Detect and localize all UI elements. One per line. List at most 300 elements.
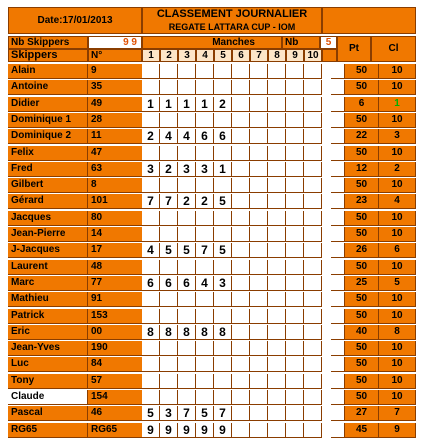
race-spacer [331, 357, 345, 372]
rank: 6 [379, 243, 416, 258]
race-result [232, 406, 250, 421]
race-result [232, 243, 250, 258]
race-result [160, 260, 178, 275]
table-row [8, 243, 416, 258]
race-result: 7 [142, 194, 160, 209]
race-result [286, 260, 304, 275]
race-result [214, 80, 232, 95]
race-result [268, 129, 286, 144]
race-result [196, 341, 214, 356]
race-result [232, 374, 250, 389]
table-row [8, 341, 416, 356]
race-result [286, 146, 304, 161]
table-row [8, 390, 416, 405]
race-result [178, 341, 196, 356]
race-result [268, 325, 286, 340]
race-result [232, 97, 250, 112]
race-result [178, 178, 196, 193]
skipper-name: Laurent [8, 260, 88, 275]
race-result: 9 [214, 423, 232, 438]
race-result: 8 [214, 325, 232, 340]
skipper-number: 8 [88, 178, 151, 193]
race-result [214, 357, 232, 372]
race-result [250, 374, 268, 389]
race-result [232, 211, 250, 226]
race-result [286, 211, 304, 226]
points: 50 [345, 390, 379, 405]
race-result [250, 211, 268, 226]
race-result [250, 178, 268, 193]
race-result: 5 [178, 243, 196, 258]
table-row [8, 146, 416, 161]
race-result [178, 357, 196, 372]
race-header-8: 8 [268, 49, 286, 62]
header-blank [322, 7, 416, 34]
skipper-name: Patrick [8, 309, 88, 324]
points: 25 [345, 276, 379, 291]
skipper-number: 28 [88, 113, 151, 128]
race-spacer [331, 146, 345, 161]
race-result [178, 292, 196, 307]
race-result: 1 [142, 97, 160, 112]
race-result: 2 [178, 194, 196, 209]
race-result [160, 178, 178, 193]
skipper-name: Antoine [8, 80, 88, 95]
race-result: 5 [214, 243, 232, 258]
race-result [304, 406, 322, 421]
race-result [232, 129, 250, 144]
race-result [304, 390, 322, 405]
table-row [8, 178, 416, 193]
race-result: 6 [142, 276, 160, 291]
skipper-name: Eric [8, 325, 88, 340]
race-result [232, 194, 250, 209]
skipper-name: Fred [8, 162, 88, 177]
race-result [178, 227, 196, 242]
race-result [232, 64, 250, 79]
race-result [268, 341, 286, 356]
race-result [196, 227, 214, 242]
skipper-name: Dominique 2 [8, 129, 88, 144]
race-result [178, 80, 196, 95]
race-result [214, 113, 232, 128]
race-result [160, 341, 178, 356]
race-result [304, 423, 322, 438]
race-result [268, 146, 286, 161]
race-result [250, 260, 268, 275]
race-result [250, 162, 268, 177]
race-result [304, 292, 322, 307]
race-result [304, 325, 322, 340]
rank: 10 [379, 309, 416, 324]
race-result [268, 80, 286, 95]
race-result [286, 64, 304, 79]
title-block [142, 7, 322, 34]
skipper-name: Didier [8, 97, 88, 112]
race-result [232, 292, 250, 307]
race-result [214, 390, 232, 405]
skipper-number: RG65 [88, 423, 151, 438]
skipper-number: 153 [88, 309, 151, 324]
table-row [8, 325, 416, 340]
race-result [286, 374, 304, 389]
race-result [214, 211, 232, 226]
race-result [214, 146, 232, 161]
race-result: 2 [142, 129, 160, 144]
race-header-6: 6 [232, 49, 250, 62]
race-result: 4 [178, 129, 196, 144]
race-result [214, 178, 232, 193]
race-result [196, 357, 214, 372]
table-row [8, 129, 416, 144]
race-result [142, 227, 160, 242]
race-result: 9 [196, 423, 214, 438]
race-result: 6 [214, 129, 232, 144]
race-result [160, 211, 178, 226]
manches-label: Manches [142, 36, 282, 49]
race-result: 9 [178, 423, 196, 438]
race-result: 9 [142, 423, 160, 438]
skipper-name: RG65 [8, 423, 88, 438]
skipper-name: Jacques [8, 211, 88, 226]
race-result [178, 390, 196, 405]
race-result [214, 227, 232, 242]
race-result: 3 [160, 406, 178, 421]
race-result [232, 423, 250, 438]
race-spacer [331, 243, 345, 258]
race-result [250, 276, 268, 291]
points: 50 [345, 309, 379, 324]
race-result: 3 [178, 162, 196, 177]
race-result: 1 [160, 97, 178, 112]
race-result [142, 374, 160, 389]
table-row [8, 292, 416, 307]
table-row [8, 260, 416, 275]
race-result [286, 423, 304, 438]
race-result [250, 243, 268, 258]
race-result [232, 325, 250, 340]
points: 27 [345, 406, 379, 421]
race-result: 3 [196, 162, 214, 177]
skipper-name: Pascal [8, 406, 88, 421]
race-spacer [331, 341, 345, 356]
page-title: CLASSEMENT JOURNALIER [156, 8, 308, 20]
race-result [304, 243, 322, 258]
race-spacer [331, 64, 345, 79]
table-row [8, 80, 416, 95]
points: 50 [345, 178, 379, 193]
rank: 10 [379, 374, 416, 389]
race-spacer [331, 325, 345, 340]
race-result: 7 [214, 406, 232, 421]
race-result [286, 276, 304, 291]
points: 50 [345, 211, 379, 226]
race-result [196, 211, 214, 226]
race-result [286, 194, 304, 209]
race-result [160, 374, 178, 389]
race-result [304, 146, 322, 161]
race-result [142, 260, 160, 275]
race-result [286, 162, 304, 177]
rank: 10 [379, 211, 416, 226]
race-result [250, 357, 268, 372]
race-result: 6 [178, 276, 196, 291]
race-result [286, 243, 304, 258]
race-result [268, 309, 286, 324]
points: 50 [345, 341, 379, 356]
race-result: 5 [160, 243, 178, 258]
race-result [196, 292, 214, 307]
rank: 10 [379, 64, 416, 79]
points: 50 [345, 113, 379, 128]
skipper-number: 14 [88, 227, 151, 242]
race-result: 1 [196, 97, 214, 112]
race-result [160, 227, 178, 242]
race-result [304, 162, 322, 177]
race-result [286, 357, 304, 372]
skipper-number: 80 [88, 211, 151, 226]
race-result [250, 227, 268, 242]
points: 50 [345, 227, 379, 242]
race-result [196, 374, 214, 389]
rank: 7 [379, 406, 416, 421]
rank: 10 [379, 146, 416, 161]
skipper-number: 47 [88, 146, 151, 161]
table-row [8, 64, 416, 79]
pt-header: Pt [337, 36, 371, 62]
points: 6 [345, 97, 379, 112]
race-header-4: 4 [196, 49, 214, 62]
race-result [250, 341, 268, 356]
race-result [250, 80, 268, 95]
race-result [142, 178, 160, 193]
nb-label: Nb [282, 36, 320, 49]
race-result [142, 390, 160, 405]
race-result: 5 [196, 406, 214, 421]
skipper-number: 154 [88, 390, 151, 405]
race-spacer [331, 227, 345, 242]
race-result: 8 [160, 325, 178, 340]
table-row [8, 276, 416, 291]
race-result [232, 80, 250, 95]
points: 50 [345, 80, 379, 95]
race-result: 1 [214, 162, 232, 177]
race-result [160, 309, 178, 324]
table-row [8, 423, 416, 438]
race-result [160, 357, 178, 372]
race-result [304, 64, 322, 79]
rank: 10 [379, 292, 416, 307]
table-row [8, 406, 416, 421]
race-result [286, 80, 304, 95]
points: 50 [345, 292, 379, 307]
race-result [268, 423, 286, 438]
race-result [268, 357, 286, 372]
rank: 4 [379, 194, 416, 209]
race-result [286, 178, 304, 193]
race-result [304, 374, 322, 389]
race-result [142, 211, 160, 226]
rank: 10 [379, 341, 416, 356]
race-result: 6 [160, 276, 178, 291]
race-result: 1 [178, 97, 196, 112]
rank: 10 [379, 357, 416, 372]
skipper-number: 190 [88, 341, 151, 356]
points: 50 [345, 64, 379, 79]
race-result [196, 146, 214, 161]
race-result [304, 178, 322, 193]
race-spacer [331, 260, 345, 275]
race-spacer [331, 276, 345, 291]
race-result [250, 64, 268, 79]
race-result [196, 260, 214, 275]
date-label: Date:17/01/2013 [8, 7, 142, 34]
race-result: 8 [178, 325, 196, 340]
race-result [268, 194, 286, 209]
table-row [8, 357, 416, 372]
nb-skippers-value: 9 9 [88, 36, 142, 49]
skipper-number: 35 [88, 80, 151, 95]
race-spacer [331, 211, 345, 226]
race-result [250, 146, 268, 161]
race-result [268, 162, 286, 177]
race-result [250, 406, 268, 421]
skipper-number: 00 [88, 325, 151, 340]
race-result [304, 227, 322, 242]
race-result [286, 309, 304, 324]
rank: 10 [379, 390, 416, 405]
race-result: 8 [142, 325, 160, 340]
points: 50 [345, 260, 379, 275]
race-result [160, 292, 178, 307]
race-header-1: 1 [142, 49, 160, 62]
skipper-name: Luc [8, 357, 88, 372]
points: 50 [345, 146, 379, 161]
race-header-3: 3 [178, 49, 196, 62]
race-result [286, 292, 304, 307]
race-spacer [331, 374, 345, 389]
race-result: 3 [142, 162, 160, 177]
race-result [142, 146, 160, 161]
race-result: 6 [196, 129, 214, 144]
race-result [268, 276, 286, 291]
rank: 10 [379, 113, 416, 128]
skipper-name: Alain [8, 64, 88, 79]
race-result [304, 194, 322, 209]
race-result [160, 64, 178, 79]
race-result [286, 341, 304, 356]
race-result: 7 [178, 406, 196, 421]
race-result: 4 [142, 243, 160, 258]
race-result [304, 97, 322, 112]
race-result [250, 292, 268, 307]
skipper-number: 9 [88, 64, 151, 79]
table-row [8, 162, 416, 177]
race-spacer [331, 309, 345, 324]
skipper-name: Dominique 1 [8, 113, 88, 128]
race-header-9: 9 [286, 49, 304, 62]
race-spacer [331, 292, 345, 307]
race-result [160, 80, 178, 95]
race-spacer [331, 178, 345, 193]
race-spacer [331, 97, 345, 112]
race-spacer [331, 406, 345, 421]
race-result [142, 292, 160, 307]
race-result [232, 341, 250, 356]
race-result [232, 357, 250, 372]
rank: 2 [379, 162, 416, 177]
race-result [268, 243, 286, 258]
skipper-name: Mathieu [8, 292, 88, 307]
skipper-number: 63 [88, 162, 151, 177]
race-result [142, 80, 160, 95]
race-result [214, 309, 232, 324]
race-result [286, 129, 304, 144]
rank: 5 [379, 276, 416, 291]
race-result [286, 227, 304, 242]
race-result [178, 309, 196, 324]
skipper-number: 57 [88, 374, 151, 389]
race-result [196, 390, 214, 405]
race-result [268, 211, 286, 226]
skipper-number: 49 [88, 97, 151, 112]
race-header-spacer [322, 49, 337, 62]
skipper-name: J-Jacques [8, 243, 88, 258]
skipper-number: 46 [88, 406, 151, 421]
race-result [214, 260, 232, 275]
table-row [8, 194, 416, 209]
points: 22 [345, 129, 379, 144]
table-row [8, 309, 416, 324]
nb-skippers-label: Nb Skippers [8, 36, 88, 49]
race-result [250, 97, 268, 112]
race-result [286, 390, 304, 405]
race-result [286, 113, 304, 128]
skipper-name: Jean-Pierre [8, 227, 88, 242]
race-result [214, 374, 232, 389]
race-result [232, 146, 250, 161]
points: 12 [345, 162, 379, 177]
race-result [160, 146, 178, 161]
rank: 8 [379, 325, 416, 340]
race-result [304, 341, 322, 356]
race-result: 5 [142, 406, 160, 421]
race-header-7: 7 [250, 49, 268, 62]
race-header-5: 5 [214, 49, 232, 62]
skipper-name: Gérard [8, 194, 88, 209]
skipper-number: 17 [88, 243, 151, 258]
skipper-number: 91 [88, 292, 151, 307]
race-result [232, 162, 250, 177]
race-result [232, 260, 250, 275]
points: 45 [345, 423, 379, 438]
race-result [250, 390, 268, 405]
race-result [232, 276, 250, 291]
race-result [304, 113, 322, 128]
race-result [196, 80, 214, 95]
race-header-10: 10 [304, 49, 322, 62]
race-result: 7 [160, 194, 178, 209]
rank: 1 [379, 97, 416, 112]
race-result [196, 178, 214, 193]
skipper-name: Jean-Yves [8, 341, 88, 356]
skipper-number: 101 [88, 194, 151, 209]
skipper-name: Claude [8, 390, 88, 405]
rank: 9 [379, 423, 416, 438]
num-header: N° [88, 49, 142, 62]
race-result [142, 341, 160, 356]
race-result: 4 [160, 129, 178, 144]
